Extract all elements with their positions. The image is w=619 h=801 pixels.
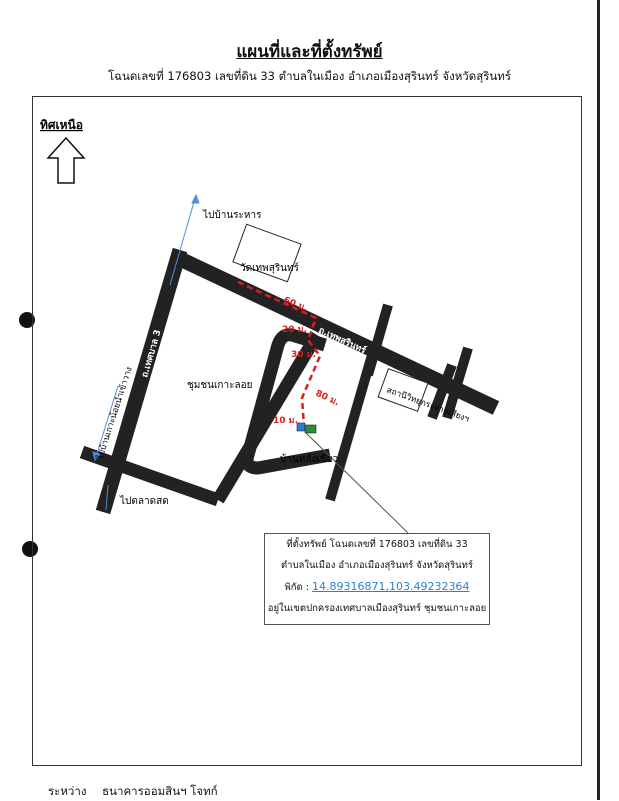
road-soi-loop xyxy=(247,335,330,468)
label-station: สถานีวิทยุกระจายเสียงฯ xyxy=(384,385,471,425)
road-network xyxy=(82,250,496,512)
info-coord-row xyxy=(265,576,489,598)
compass-label: ทิศเหนือ xyxy=(40,118,83,132)
label-house: บ้านหลังเขียว xyxy=(280,454,339,465)
distance-label: 80 ม. xyxy=(313,388,341,409)
label-to-market: ไปตลาดสด xyxy=(120,496,169,507)
subject-property-marker xyxy=(297,423,305,431)
label-thetsaban3: ถ.เทศบาล 3 xyxy=(140,328,164,379)
distance-label: 10 ม. xyxy=(273,416,299,426)
info-line-1: ที่ตั้งทรัพย์ โฉนดเลขที่ 176803 เลขที่ดิน 33 xyxy=(286,539,468,550)
pointer-line xyxy=(305,432,408,533)
footer xyxy=(48,783,230,801)
label-wat: วัดเทพสุรินทร์ xyxy=(240,263,299,274)
label-to-rahan: ไปบ้านระหาร xyxy=(203,210,262,221)
info-line-2: ตำบลในเมือง อำเภอเมืองสุรินทร์ จังหวัดสุรินทร์ xyxy=(281,560,473,571)
info-line-4: อยู่ในเขตปกครองเทศบาลเมืองสุรินทร์ ชุมชนเกาะลอย xyxy=(267,603,487,614)
label-thepsurin: ถ.เทพสุรินทร์ xyxy=(316,325,368,357)
coord-link[interactable]: 14.89316871,103.49232364 xyxy=(311,580,470,593)
page-title: แผนที่และที่ตั้งทรัพย์ xyxy=(236,42,383,62)
north-arrow-icon xyxy=(48,138,84,183)
footer-label: ระหว่าง xyxy=(48,784,87,798)
road-branch-2 xyxy=(330,355,372,500)
page-subtitle: โฉนดเลขที่ 176803 เลขที่ดิน 33 ตำบลในเมือง อำเภอเมืองสุรินทร์ จังหวัดสุรินทร์ xyxy=(107,69,512,83)
label-community: ชุมชนเกาะลอย xyxy=(187,380,253,391)
coord-label: พิกัด : xyxy=(284,582,309,593)
distance-label: 30 ม. xyxy=(291,350,317,360)
label-left-road: ไปบ้านเกาะน้อยนำเข้าวาง xyxy=(95,365,135,461)
distance-label: 60 ม. xyxy=(281,295,309,315)
property-info-box xyxy=(264,533,490,625)
green-house-marker xyxy=(305,425,316,433)
footer-value: ธนาคารออมสินฯ โจทก์ xyxy=(102,784,218,798)
distance-label: 20 ม. xyxy=(282,325,308,335)
